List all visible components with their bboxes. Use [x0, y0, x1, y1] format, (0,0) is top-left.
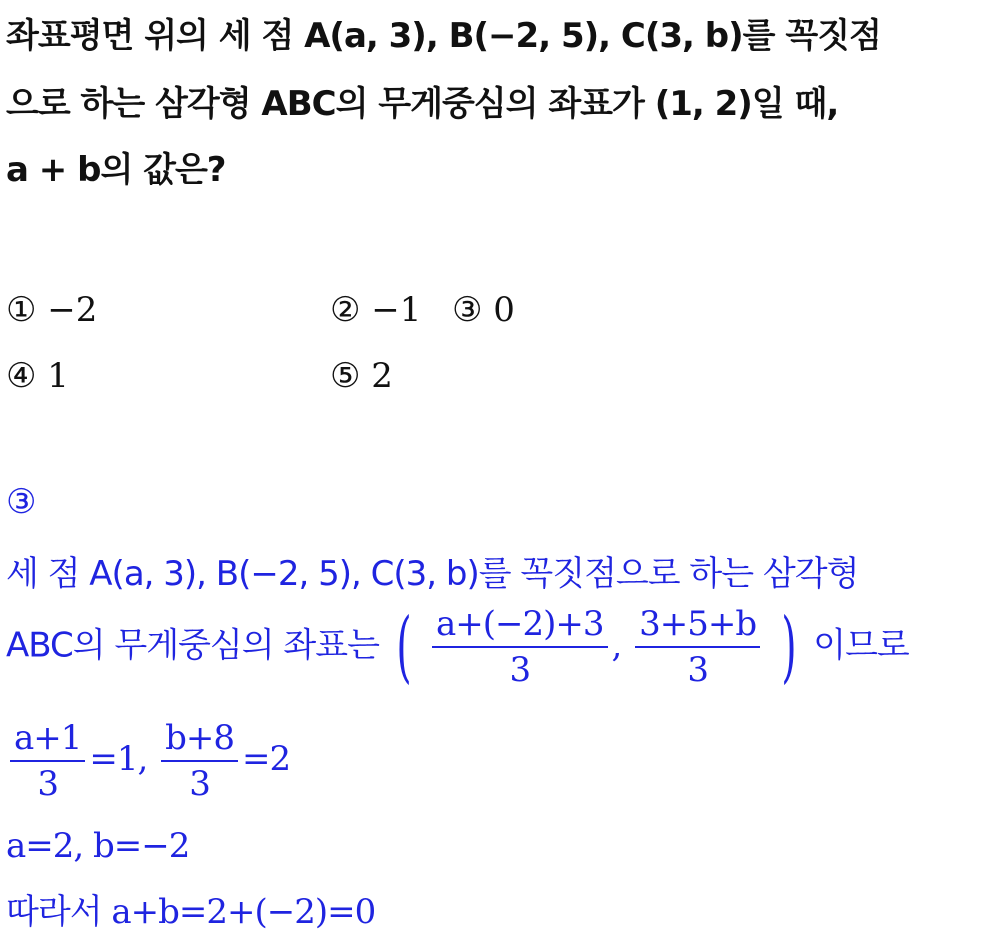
choice-3-value: 0 — [493, 290, 515, 330]
solution-line-4: a=2, b=−2 — [6, 826, 190, 866]
solution-line-1: 세 점 A(a, 3), B(−2, 5), C(3, b)를 꼭짓점으로 하는 삼각형 — [6, 554, 859, 594]
fraction-numerator: b+8 — [161, 718, 238, 762]
question-line-2: 으로 하는 삼각형 ABC의 무게중심의 좌표가 (1, 2)일 때, — [6, 84, 839, 124]
fraction-denominator: 3 — [37, 764, 59, 804]
fraction-b — [161, 718, 238, 804]
choice-1[interactable] — [6, 290, 97, 330]
question-line-3: a + b의 값은? — [6, 150, 226, 190]
question-line-1: 좌표평면 위의 세 점 A(a, 3), B(−2, 5), C(3, b)를 꼭짓점 — [6, 16, 881, 56]
fraction-numerator: 3+5+b — [635, 604, 760, 648]
solution-line-5-math: a+b=2+(−2)=0 — [111, 892, 376, 932]
fraction-a — [10, 718, 85, 804]
fraction-y-coordinate — [635, 604, 760, 690]
choice-3-mark: ③ — [452, 290, 483, 330]
solution-line-5-prefix: 따라서 — [6, 892, 102, 932]
equation-1-rhs: =1, — [89, 739, 148, 779]
fraction-denominator: 3 — [509, 650, 531, 690]
solution-line-2-suffix: 이므로 — [813, 625, 909, 666]
choice-3[interactable] — [452, 290, 515, 330]
choice-1-value: −2 — [47, 290, 98, 330]
choice-5-mark: ⑤ — [330, 356, 361, 396]
solution-answer: ③ — [6, 482, 36, 522]
choice-4-value: 1 — [47, 356, 69, 396]
choice-4-mark: ④ — [6, 356, 37, 396]
fraction-numerator: a+1 — [10, 718, 85, 762]
choice-2-mark: ② — [330, 290, 361, 330]
fraction-denominator: 3 — [189, 764, 210, 804]
fraction-numerator: a+(−2)+3 — [432, 604, 608, 648]
solution-line-2 — [6, 604, 909, 690]
right-paren: ) — [781, 602, 797, 692]
choice-2[interactable] — [330, 290, 421, 330]
equation-2-rhs: =2 — [242, 739, 291, 779]
left-paren: ( — [396, 602, 411, 692]
comma: , — [611, 625, 622, 666]
fraction-denominator: 3 — [687, 650, 708, 690]
solution-line-2-prefix: ABC의 무게중심의 좌표는 — [6, 625, 379, 666]
solution-line-3 — [6, 718, 290, 804]
choice-5[interactable] — [330, 356, 393, 396]
choice-5-value: 2 — [371, 356, 393, 396]
solution-line-5 — [6, 884, 375, 933]
choice-2-value: −1 — [371, 290, 422, 330]
choice-1-mark: ① — [6, 290, 37, 330]
choice-4[interactable] — [6, 356, 69, 396]
fraction-x-coordinate — [432, 604, 608, 690]
